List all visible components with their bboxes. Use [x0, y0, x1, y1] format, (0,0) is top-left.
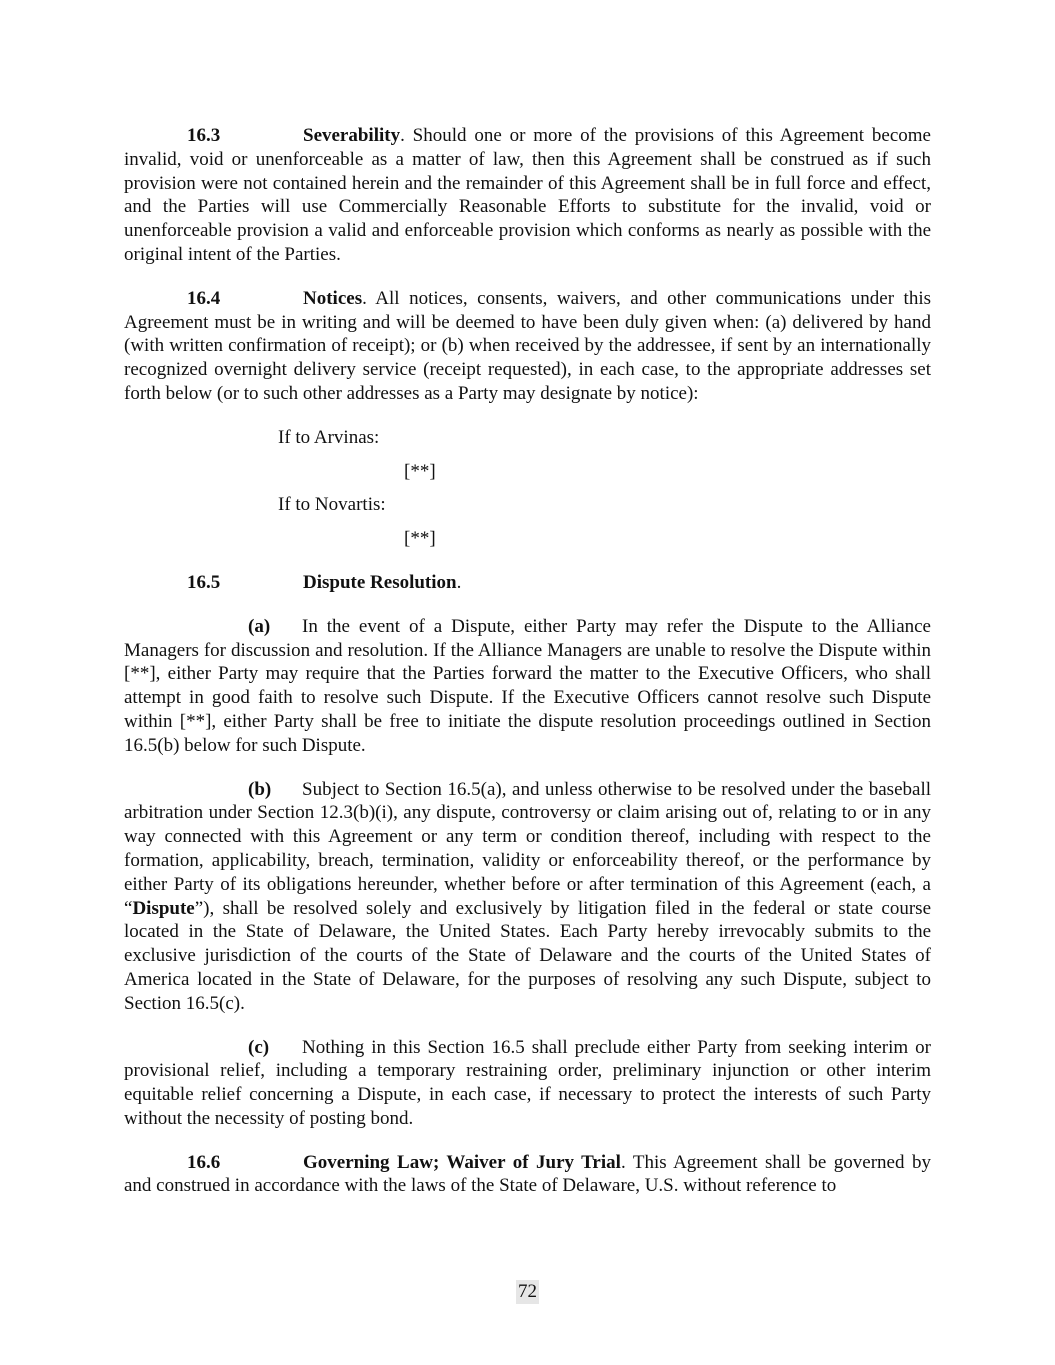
notice-recipient-novartis: If to Novartis: — [278, 494, 386, 516]
page-number: 72 — [518, 1281, 537, 1302]
section-text: . Should one or more of the provisions of this Agreement become invalid, void or unenforceable as a matter of law, then this Agreement shall be construed as if such provision were not contained herein and the remainder of this Agreement shall be in full force and effect, and the Parties will use Commercially Reasonable Efforts to substitute for the invalid, void or unenforceable provision a valid and enforceable provision which conforms as nearly as possible with the original intent of the Parties. — [124, 125, 931, 265]
subsection-text: In the event of a Dispute, either Party may refer the Dispute to the Alliance Managers for discussion and resolution. If the Alliance Managers are unable to resolve the Dispute within [**], either Party may require that the Parties forward the matter to the Executive Officers, who shall attempt in good faith to resolve such Dispute. If the Executive Officers cannot resolve such Dispute within [**], either Party shall be free to initiate the dispute resolution proceedings outlined in Section 16.5(b) below for such Dispute. — [124, 615, 931, 756]
subsection-label: (a) — [248, 615, 271, 637]
section-16-4 — [124, 287, 931, 406]
section-16-3 — [124, 124, 931, 267]
section-number: 16.3 — [187, 125, 221, 146]
subsection-16-5-a — [124, 615, 931, 758]
subsection-16-5-b — [124, 778, 931, 1016]
section-number: 16.5 — [187, 571, 221, 593]
section-16-6 — [124, 1151, 931, 1199]
notice-address-arvinas: [**] — [404, 460, 436, 482]
notice-recipient-arvinas: If to Arvinas: — [278, 426, 380, 448]
subsection-text: Subject to Section 16.5(a), and unless otherwise to be resolved under the baseball arbitration under Section 12.3(b)(i), any dispute, controversy or claim arising out of, relating to or in any way connected with this Agreement or any term or condition thereof, including with respect to the formation, applicability, breach, termination, validity or enforceability thereof, or the performance by either Party of its obligations hereunder, whether before or after termination of this Agreement (each, a “ — [124, 778, 931, 919]
section-title: Dispute Resolution — [303, 571, 457, 593]
subsection-text-cont: ”), shall be resolved solely and exclusively by litigation filed in the federal or state course located in the State of Delaware, the United States. Each Party hereby irrevocably submits to the exclusive jurisdiction of the courts of the State of Delaware and the courts of the United States of America located in the State of Delaware, for the purposes of resolving any such Dispute, subject to Section 16.5(c). — [124, 897, 931, 1014]
subsection-16-5-c — [124, 1036, 931, 1131]
section-title: Severability — [303, 125, 401, 146]
defined-term-dispute: Dispute — [132, 897, 195, 919]
subsection-label: (b) — [248, 778, 272, 800]
section-text: . All notices, consents, waivers, and other communications under this Agreement must be in writing and will be deemed to have been duly given when: (a) delivered by hand (with written confirmation of receipt); or (b) when received by the addressee, if sent by an internationally recognized overnight delivery service (receipt requested), in each case, to the appropriate addresses set forth below (or to such other addresses as a Party may designate by notice): — [124, 287, 931, 404]
section-title: Governing Law; Waiver of Jury Trial — [303, 1151, 621, 1173]
section-number: 16.6 — [187, 1151, 221, 1173]
subsection-label: (c) — [248, 1036, 270, 1058]
section-text: . This Agreement shall be governed by and construed in accordance with the laws of the State of Delaware, U.S. without reference to — [124, 1151, 931, 1197]
section-number: 16.4 — [187, 287, 221, 309]
notice-address-novartis: [**] — [404, 528, 436, 550]
section-16-5-heading — [124, 571, 931, 595]
subsection-text: Nothing in this Section 16.5 shall preclude either Party from seeking interim or provisional relief, including a temporary restraining order, preliminary injunction or other interim equitable relief concerning a Dispute, in each case, if necessary to protect the interests of such Party without the necessity of posting bond. — [124, 1036, 931, 1129]
section-title-period: . — [456, 571, 462, 593]
document-page — [124, 124, 931, 1198]
section-title: Notices — [303, 287, 363, 309]
